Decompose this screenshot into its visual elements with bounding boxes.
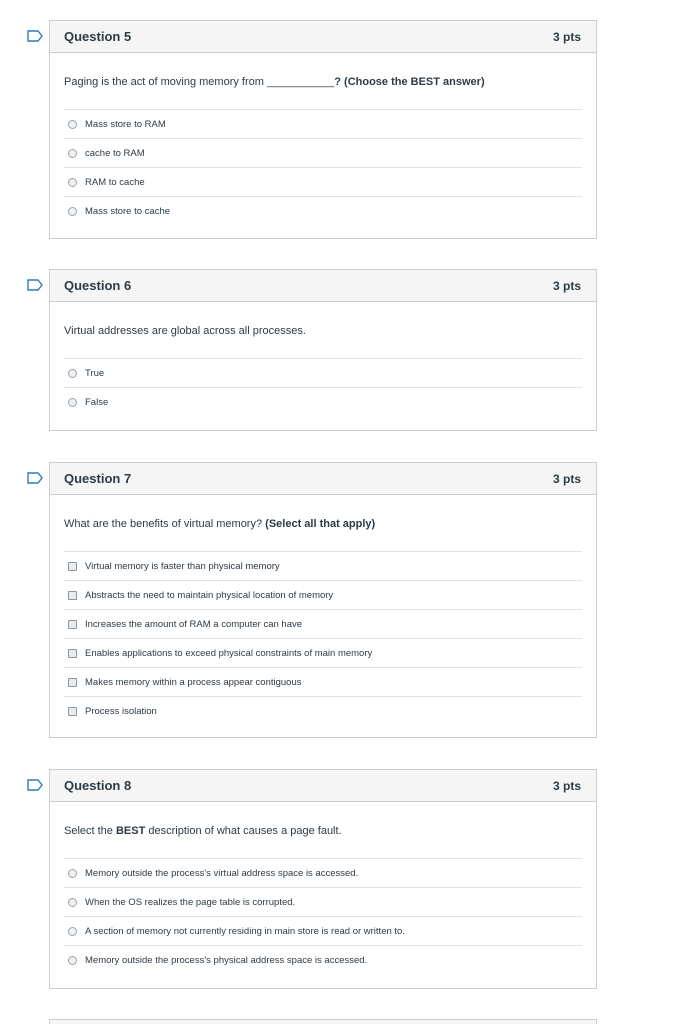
answer-option[interactable]: [64, 639, 582, 668]
answer-label: Memory outside the process's virtual address space is accessed.: [85, 867, 359, 879]
answer-option[interactable]: [64, 110, 582, 139]
question-header: [50, 21, 596, 53]
checkbox[interactable]: [68, 562, 77, 571]
answer-option[interactable]: [64, 388, 582, 416]
answer-label: When the OS realizes the page table is corrupted.: [85, 896, 296, 908]
question-text-part: Paging is the act of moving memory from ___________: [64, 76, 335, 88]
question-text-part: Virtual addresses are global across all processes.: [64, 325, 306, 337]
question-header: [50, 270, 596, 302]
question-card: [49, 20, 597, 239]
question-text: [64, 495, 582, 551]
answer-label: Process isolation: [85, 705, 157, 717]
answer-option[interactable]: [64, 139, 582, 168]
answer-list: [64, 358, 582, 416]
question-text-bold: BEST: [115, 825, 146, 837]
question-header: [50, 770, 596, 802]
answer-label: RAM to cache: [85, 176, 145, 188]
checkbox[interactable]: [68, 591, 77, 600]
question-points: 3 pts: [552, 278, 581, 293]
answer-option[interactable]: [64, 359, 582, 388]
question-text: [64, 802, 582, 858]
checkbox[interactable]: [68, 678, 77, 687]
answer-list: [64, 109, 582, 225]
answer-option[interactable]: [64, 581, 582, 610]
radio-button[interactable]: [68, 149, 77, 158]
flag-question-icon[interactable]: [27, 472, 43, 484]
answer-label: Enables applications to exceed physical constraints of main memory: [85, 647, 373, 659]
question-points: 3 pts: [552, 471, 581, 486]
answer-option[interactable]: [64, 610, 582, 639]
answer-option[interactable]: [64, 168, 582, 197]
radio-button[interactable]: [68, 927, 77, 936]
radio-button[interactable]: [68, 898, 77, 907]
answer-label: cache to RAM: [85, 147, 145, 159]
question-title: Question 8: [64, 778, 132, 793]
question-text-part: What are the benefits of virtual memory?: [64, 518, 266, 530]
question-title: Question 6: [64, 278, 132, 293]
question-text-part: Select the: [64, 825, 116, 837]
question-card: [49, 269, 597, 431]
answer-option[interactable]: [64, 697, 582, 725]
question-text: [64, 302, 582, 358]
answer-option[interactable]: [64, 946, 582, 974]
flag-question-icon[interactable]: [27, 279, 43, 291]
question-card: [49, 462, 597, 738]
radio-button[interactable]: [68, 120, 77, 129]
answer-label: A section of memory not currently residing in main store is read or written to.: [85, 925, 405, 937]
answer-option[interactable]: [64, 917, 582, 946]
answer-label: Increases the amount of RAM a computer can have: [85, 618, 303, 630]
radio-button[interactable]: [68, 369, 77, 378]
answer-list: [64, 858, 582, 974]
flag-question-icon[interactable]: [27, 779, 43, 791]
question-header: [50, 463, 596, 495]
checkbox[interactable]: [68, 649, 77, 658]
question-title: Question 7: [64, 471, 132, 486]
question-text: [64, 53, 582, 109]
answer-option[interactable]: [64, 859, 582, 888]
question-title: Question 5: [64, 29, 132, 44]
question-text-bold: (Select all that apply): [265, 518, 376, 530]
answer-list: [64, 551, 582, 725]
answer-label: Memory outside the process's physical address space is accessed.: [85, 954, 368, 966]
question-points: 3 pts: [552, 29, 581, 44]
radio-button[interactable]: [68, 207, 77, 216]
answer-option[interactable]: [64, 197, 582, 225]
answer-option[interactable]: [64, 668, 582, 697]
radio-button[interactable]: [68, 178, 77, 187]
question-text-bold: ? (Choose the BEST answer): [334, 76, 485, 88]
question-card: [49, 769, 597, 989]
answer-label: Mass store to RAM: [85, 118, 166, 130]
answer-label: Abstracts the need to maintain physical location of memory: [85, 589, 334, 601]
answer-label: Makes memory within a process appear contiguous: [85, 676, 302, 688]
answer-label: Virtual memory is faster than physical memory: [85, 560, 280, 572]
answer-label: Mass store to cache: [85, 205, 171, 217]
answer-option[interactable]: [64, 552, 582, 581]
checkbox[interactable]: [68, 620, 77, 629]
next-question-card-edge: [49, 1019, 597, 1024]
radio-button[interactable]: [68, 869, 77, 878]
question-points: 3 pts: [552, 778, 581, 793]
question-text-part: description of what causes a page fault.: [145, 825, 342, 837]
flag-question-icon[interactable]: [27, 30, 43, 42]
answer-option[interactable]: [64, 888, 582, 917]
radio-button[interactable]: [68, 956, 77, 965]
answer-label: True: [85, 367, 105, 379]
checkbox[interactable]: [68, 707, 77, 716]
answer-label: False: [85, 396, 109, 408]
radio-button[interactable]: [68, 398, 77, 407]
